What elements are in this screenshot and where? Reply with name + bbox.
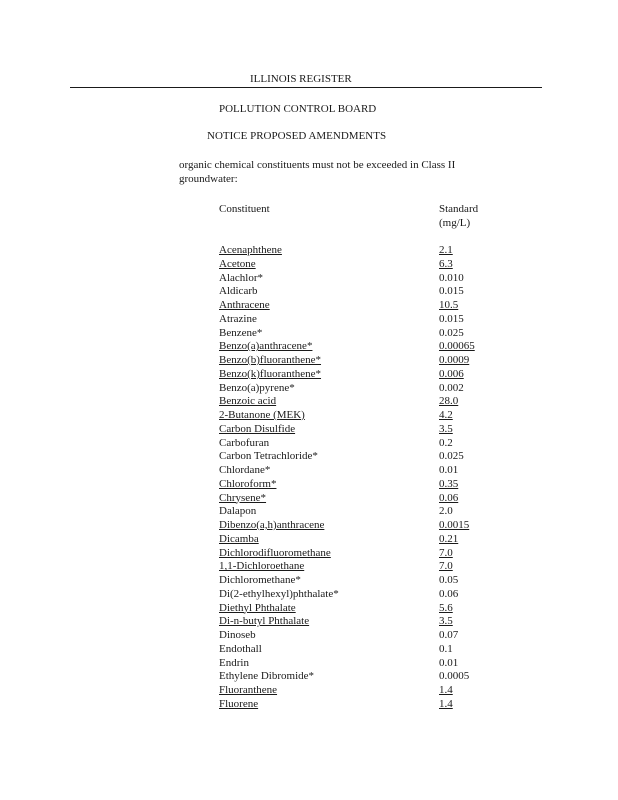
- standard-value: 0.0009: [439, 354, 470, 366]
- constituent-name: Benzene*: [219, 326, 263, 339]
- constituent-name: Anthracene: [219, 299, 270, 311]
- standard-value: 10.5: [439, 299, 459, 311]
- constituent-name: 2-Butanone (MEK): [219, 409, 305, 421]
- standard-value: 2.1: [439, 244, 453, 256]
- column-header-unit: (mg/L): [439, 217, 471, 229]
- register-title: ILLINOIS REGISTER: [250, 73, 352, 85]
- standard-value: 0.06: [439, 491, 459, 504]
- standard-value: 0.35: [439, 477, 459, 490]
- constituent-name: Carbofuran: [219, 436, 270, 449]
- constituent-name: Endrin: [219, 656, 249, 669]
- constituent-name: Dinoseb: [219, 629, 256, 641]
- constituent-name: Benzo(k)fluoranthene*: [219, 367, 322, 380]
- standard-value: 3.5: [439, 422, 453, 435]
- standard-value: 0.010: [439, 271, 464, 284]
- standard-value: 0.05: [439, 574, 459, 586]
- standard-value: 3.5: [439, 615, 453, 628]
- constituent-name: Acenaphthene: [219, 244, 282, 256]
- standard-value: 6.3: [439, 257, 453, 270]
- standard-value: 0.002: [439, 381, 464, 394]
- constituent-name: 1,1-Dichloroethane: [219, 560, 305, 573]
- constituent-name: Carbon Disulfide: [219, 422, 296, 435]
- standard-value: 28.0: [439, 395, 459, 408]
- constituent-name: Benzo(a)anthracene*: [219, 340, 313, 353]
- standard-value: 1.4: [439, 697, 453, 710]
- standard-value: 0.06: [439, 587, 459, 600]
- standard-value: 0.1: [439, 642, 453, 655]
- notice-heading: NOTICE PROPOSED AMENDMENTS: [207, 130, 387, 142]
- constituent-name: Di(2-ethylhexyl)phthalate*: [219, 587, 339, 600]
- standard-value: 0.025: [439, 450, 464, 463]
- constituent-name: Acetone: [219, 257, 256, 270]
- standard-value: 7.0: [439, 560, 453, 573]
- standard-value: 4.2: [439, 409, 453, 421]
- constituent-name: Carbon Tetrachloride*: [219, 450, 318, 463]
- standard-value: 0.00065: [439, 340, 475, 353]
- column-header-standard: Standard: [439, 203, 479, 215]
- constituent-name: Dicamba: [219, 532, 259, 545]
- standard-value: 0.2: [439, 436, 453, 449]
- constituent-name: Benzo(a)pyrene*: [219, 381, 295, 394]
- constituent-name: Aldicarb: [219, 285, 258, 298]
- standard-value: 2.0: [439, 505, 453, 518]
- standard-value: 0.07: [439, 629, 459, 641]
- constituent-name: Di-n-butyl Phthalate: [219, 615, 310, 628]
- intro-paragraph: organic chemical constituents must not be exceeded in Class II groundwater:: [179, 159, 456, 185]
- constituent-name: Chrysene*: [219, 491, 267, 504]
- constituent-name: Dichlorodifluoromethane: [219, 546, 331, 559]
- constituent-name: Dichloromethane*: [219, 574, 301, 586]
- constituent-name: Benzo(b)fluoranthene*: [219, 354, 322, 366]
- standard-value: 0.21: [439, 532, 459, 545]
- standard-value: 0.015: [439, 285, 464, 298]
- header-rule: [70, 87, 542, 88]
- standard-value: 0.01: [439, 656, 459, 669]
- constituent-name: Endothall: [219, 642, 262, 655]
- standard-value: 1.4: [439, 684, 453, 696]
- constituent-name: Fluorene: [219, 697, 259, 710]
- standard-value: 0.0005: [439, 670, 470, 683]
- constituent-name: Alachlor*: [219, 271, 263, 284]
- board-name: POLLUTION CONTROL BOARD: [219, 103, 377, 115]
- constituent-name: Fluoranthene: [219, 684, 278, 696]
- constituent-name: Atrazine: [219, 312, 257, 325]
- standard-value: 0.006: [439, 367, 464, 380]
- constituent-name: Ethylene Dibromide*: [219, 670, 315, 683]
- constituent-name: Chloroform*: [219, 477, 277, 490]
- standard-value: 5.6: [439, 601, 453, 614]
- constituent-name: Dibenzo(a,h)anthracene: [219, 519, 325, 531]
- standard-value: 7.0: [439, 546, 453, 559]
- standard-value: 0.015: [439, 312, 464, 325]
- standard-value: 0.025: [439, 326, 464, 339]
- column-header-constituent: Constituent: [219, 203, 270, 215]
- standard-value: 0.0015: [439, 519, 470, 531]
- constituent-name: Dalapon: [219, 505, 257, 518]
- constituent-name: Benzoic acid: [219, 395, 277, 408]
- standard-value: 0.01: [439, 464, 459, 476]
- constituent-name: Chlordane*: [219, 464, 271, 476]
- constituent-name: Diethyl Phthalate: [219, 601, 296, 614]
